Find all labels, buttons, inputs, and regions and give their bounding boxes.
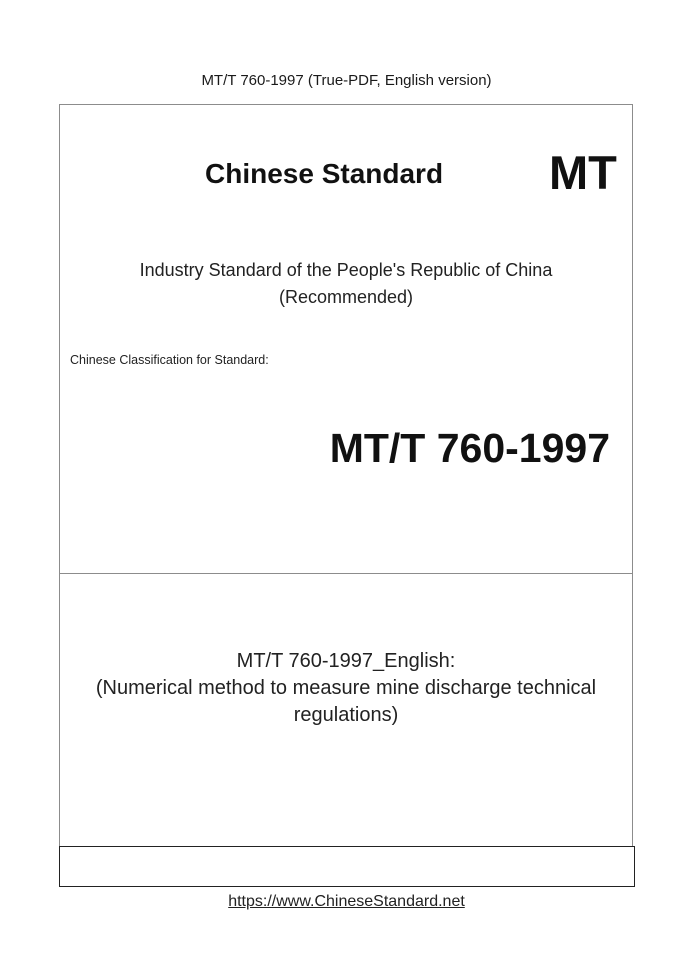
page-header: MT/T 760-1997 (True-PDF, English version) <box>201 72 492 89</box>
document-title-line-2: (Numerical method to measure mine discharge technical <box>95 677 597 699</box>
document-title-line-3: regulations) <box>293 704 399 726</box>
page-footer <box>0 893 693 911</box>
mt-badge: MT <box>549 146 617 199</box>
document-title-line-1: MT/T 760-1997_English: <box>236 650 456 672</box>
standard-code: MT/T 760-1997 <box>329 425 610 471</box>
cover-title: Chinese Standard <box>205 158 444 189</box>
empty-footer-panel <box>59 846 635 887</box>
classification-label: Chinese Classification for Standard: <box>70 353 269 367</box>
website-link[interactable]: https://www.ChineseStandard.net <box>228 893 465 910</box>
subtitle-line-2: (Recommended) <box>278 287 414 307</box>
subtitle-line-1: Industry Standard of the People's Republic of China <box>139 260 553 280</box>
